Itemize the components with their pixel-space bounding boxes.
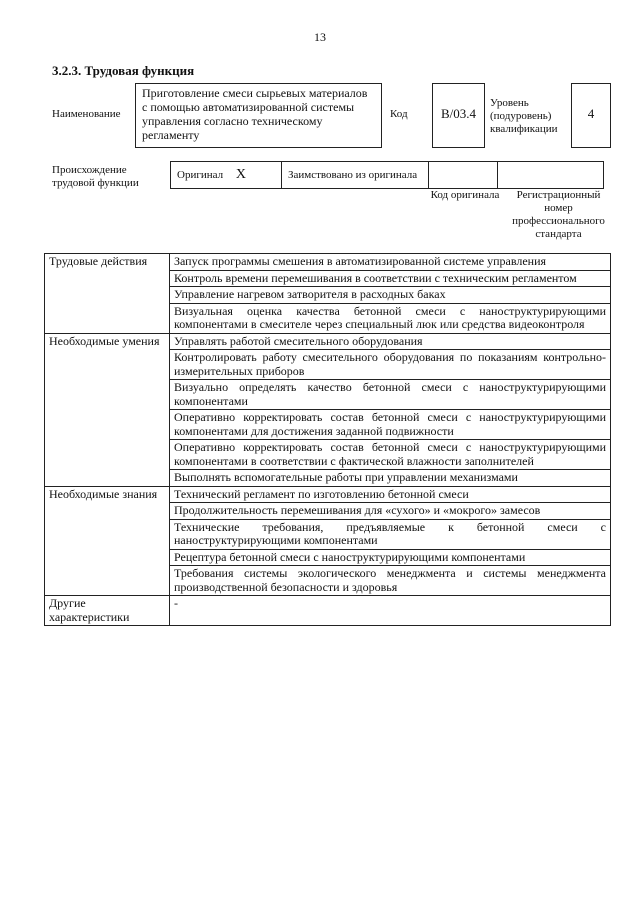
table-row [45,333,611,350]
section-item-cell: Визуальная оценка качества бетонной смеси с наноструктурирующими компонентами в смесителе через специальный люк или средства видеоконтроля [170,303,611,333]
reg-number-cell [498,162,604,189]
section-item-cell: Контролировать работу смесительного оборудования по показаниям контрольно-измерительных приборов [170,350,611,380]
name-label: Наименование [52,108,121,120]
table-row [45,440,611,470]
section-title-cell [45,303,170,333]
section-item-cell: Требования системы экологического менеджмента и системы менеджмента производственной безопасности и здоровья [170,566,611,596]
section-title-cell [45,270,170,287]
section-item-cell: Запуск программы смешения в автоматизированной системе управления [170,254,611,271]
table-row [45,410,611,440]
section-title-cell: Необходимые умения [45,333,170,350]
table-row [45,287,611,304]
section-item-cell: Оперативно корректировать состав бетонной смеси с наноструктурирующими компонентами в соответствии с фактической влажности заполнителей [170,440,611,470]
section-title-cell [45,350,170,380]
code-label: Код [390,108,408,120]
table-row [45,596,611,626]
table-row [45,549,611,566]
code-box: B/03.4 [432,83,485,148]
function-details-table [44,253,611,626]
table-row [45,303,611,333]
section-item-cell: Управлять работой смесительного оборудования [170,333,611,350]
original-cell [171,162,282,189]
table-row [45,519,611,549]
section-title-cell: Другие характеристики [45,596,170,626]
table-row [45,486,611,503]
section-item-cell: - [170,596,611,626]
original-code-caption: Код оригинала [430,189,500,201]
function-name-box: Приготовление смеси сырьевых материалов с помощью автоматизированной системы управления согласно техническому регламенту [135,83,382,148]
section-title-cell [45,287,170,304]
section-item-cell: Оперативно корректировать состав бетонной смеси с наноструктурирующими компонентами для достижения заданной подвижности [170,410,611,440]
table-row [45,380,611,410]
section-title-cell [45,519,170,549]
section-title-cell [45,566,170,596]
section-item-cell: Технический регламент по изготовлению бетонной смеси [170,486,611,503]
section-item-cell: Технические требования, предъявляемые к бетонной смеси с наноструктурирующими компонентами [170,519,611,549]
section-item-cell: Контроль времени перемешивания в соответствии с техническим регламентом [170,270,611,287]
section-item-cell: Управление нагревом затворителя в расходных баках [170,287,611,304]
level-label: Уровень (подуровень) квалификации [490,97,558,135]
original-mark: X [235,167,246,182]
table-row [45,470,611,487]
original-label: Оригинал [177,169,224,181]
level-box: 4 [571,83,611,148]
origin-table [170,161,604,189]
table-row [45,254,611,271]
table-row [45,350,611,380]
origin-label: Происхождение трудовой функции [52,164,139,189]
section-item-cell: Визуально определять качество бетонной смеси с наноструктурирующими компонентами [170,380,611,410]
section-title-cell [45,440,170,470]
table-row [45,566,611,596]
section-item-cell: Продолжительность перемешивания для «сухого» и «мокрого» замесов [170,503,611,520]
section-title-cell [45,503,170,520]
original-code-cell [429,162,498,189]
table-row [45,503,611,520]
section-title-cell [45,549,170,566]
table-row [45,270,611,287]
section-item-cell: Рецептура бетонной смеси с наноструктурирующими компонентами [170,549,611,566]
page-number: 13 [314,30,326,44]
section-item-cell: Выполнять вспомогательные работы при управлении механизмами [170,470,611,487]
borrowed-label: Заимствовано из оригинала [288,169,418,181]
section-title-cell: Трудовые действия [45,254,170,271]
section-title-cell [45,470,170,487]
section-title-cell: Необходимые знания [45,486,170,503]
reg-number-caption: Регистрационный номер профессионального стандарта [512,189,605,240]
section-heading: 3.2.3. Трудовая функция [52,63,195,78]
section-title-cell [45,410,170,440]
borrowed-cell [282,162,429,189]
section-title-cell [45,380,170,410]
